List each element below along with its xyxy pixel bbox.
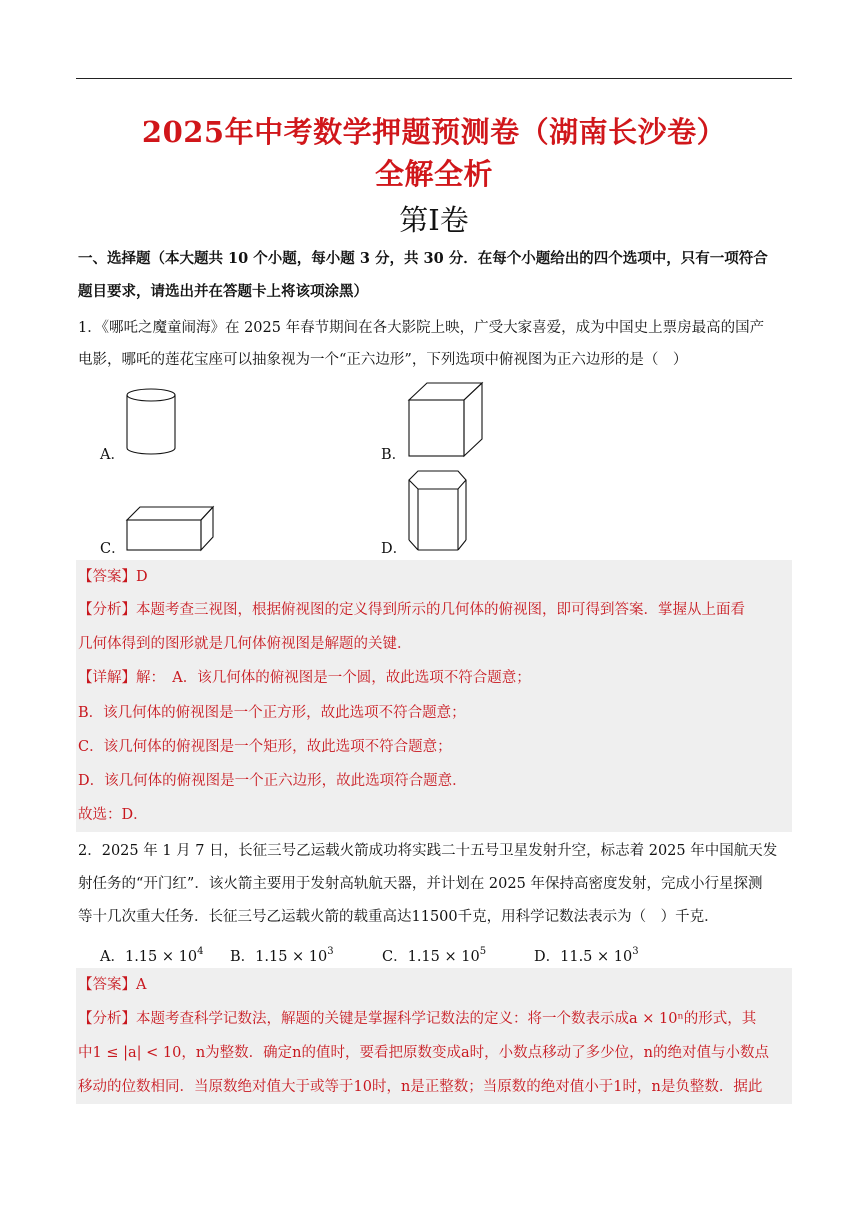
q1-text-2: 电影，哪吒的莲花宝座可以抽象视为一个“正六边形”，下列选项中俯视图为正六边形的是（ ） (78, 352, 688, 368)
q1-detail-tag: 【详解】 (78, 670, 136, 686)
q1-option-a-label: A． (100, 447, 125, 463)
q1-option-b-label: B． (381, 447, 407, 463)
q2-option-c-text: C．1.15 × 10 (382, 949, 480, 965)
q2-analysis-1 (78, 1009, 794, 1030)
q2-option-a-exponent: 4 (197, 946, 204, 957)
q1-detail-text-1: 解： A．该几何体的俯视图是一个圆，故此选项不符合题意； (136, 670, 531, 686)
q1-text-1: 1．《哪吒之魔童闹海》在 2025 年春节期间在各大影院上映，广受大家喜爱，成为中国史上票房最高的国产 (78, 320, 765, 336)
cube-figure (408, 382, 484, 458)
q2-option-c (382, 941, 532, 968)
cuboid-figure (126, 506, 214, 552)
q2-option-a (100, 941, 250, 968)
q2-analysis-3: 移动的位数相同．当原数绝对值大于或等于10时，n是正整数；当原数的绝对值小于1时，n是负整数．据此 (78, 1079, 763, 1095)
q1-detail-4: D．该几何体的俯视图是一个正六边形，故此选项符合题意． (78, 773, 467, 789)
q1-option-c-label: C． (100, 541, 126, 557)
header-rule (76, 78, 792, 79)
q2-option-d-exponent: 3 (632, 946, 639, 957)
section-instructions-1: 一、选择题（本大题共 10 个小题，每小题 3 分，共 30 分．在每个小题给出的四个选项中，只有一项符合 (78, 250, 768, 267)
q1-detail-2: B．该几何体的俯视图是一个正方形，故此选项不符合题意； (78, 705, 466, 721)
volume-heading: 第I卷 (399, 203, 469, 237)
q2-text-1: 2．2025 年 1 月 7 日，长征三号乙运载火箭成功将实践二十五号卫星发射升空，标志着 2025 年中国航天发 (78, 843, 778, 859)
q1-analysis-2: 几何体得到的图形就是几何体俯视图是解题的关键． (78, 636, 412, 652)
hexagonal-prism-figure (408, 470, 468, 552)
page-title: 2025年中考数学押题预测卷（湖南长沙卷） (141, 115, 727, 149)
q2-answer: 【答案】A (78, 977, 147, 993)
page-subtitle: 全解全析 (374, 157, 493, 191)
q2-option-d (534, 941, 684, 968)
q1-analysis-1 (78, 600, 794, 621)
q1-analysis-text-1: 本题考查三视图，根据俯视图的定义得到所示的几何体的俯视图，即可得到答案．掌握从上面看 (136, 602, 745, 618)
q1-analysis-tag: 【分析】 (78, 602, 136, 618)
q2-text-3: 等十几次重大任务．长征三号乙运载火箭的载重高达11500千克，用科学记数法表示为（ ）千克． (78, 909, 719, 925)
q1-conclusion: 故选：D． (78, 807, 148, 823)
q2-analysis-2: 中1 ≤ |a| < 10，n为整数．确定n的值时，要看把原数变成a时，小数点移动了多少位，n的绝对值与小数点 (78, 1045, 769, 1061)
q2-analysis-tag: 【分析】 (78, 1011, 136, 1027)
cylinder-figure (126, 388, 178, 458)
q2-option-a-text: A．1.15 × 10 (100, 949, 198, 965)
q2-text-2: 射任务的“开门红”．该火箭主要用于发射高轨航天器，并计划在 2025 年保持高密度发射，完成小行星探测 (78, 876, 763, 892)
q2-analysis-text-1: 本题考查科学记数法，解题的关键是掌握科学记数法的定义：将一个数表示成a × 10ⁿ的形式，其 (136, 1011, 757, 1027)
q1-detail-3: C．该几何体的俯视图是一个矩形，故此选项不符合题意； (78, 739, 452, 755)
q2-option-b-text: B．1.15 × 10 (230, 949, 328, 965)
section-instructions-2: 题目要求，请选出并在答题卡上将该项涂黑） (78, 283, 368, 300)
q1-answer: 【答案】D (78, 569, 148, 585)
q1-detail-1 (78, 668, 794, 689)
q2-option-d-text: D．11.5 × 10 (534, 949, 633, 965)
q2-option-b (230, 941, 380, 968)
q2-option-b-exponent: 3 (327, 946, 334, 957)
q2-option-c-exponent: 5 (479, 946, 487, 957)
q1-option-d-label: D． (381, 541, 408, 557)
